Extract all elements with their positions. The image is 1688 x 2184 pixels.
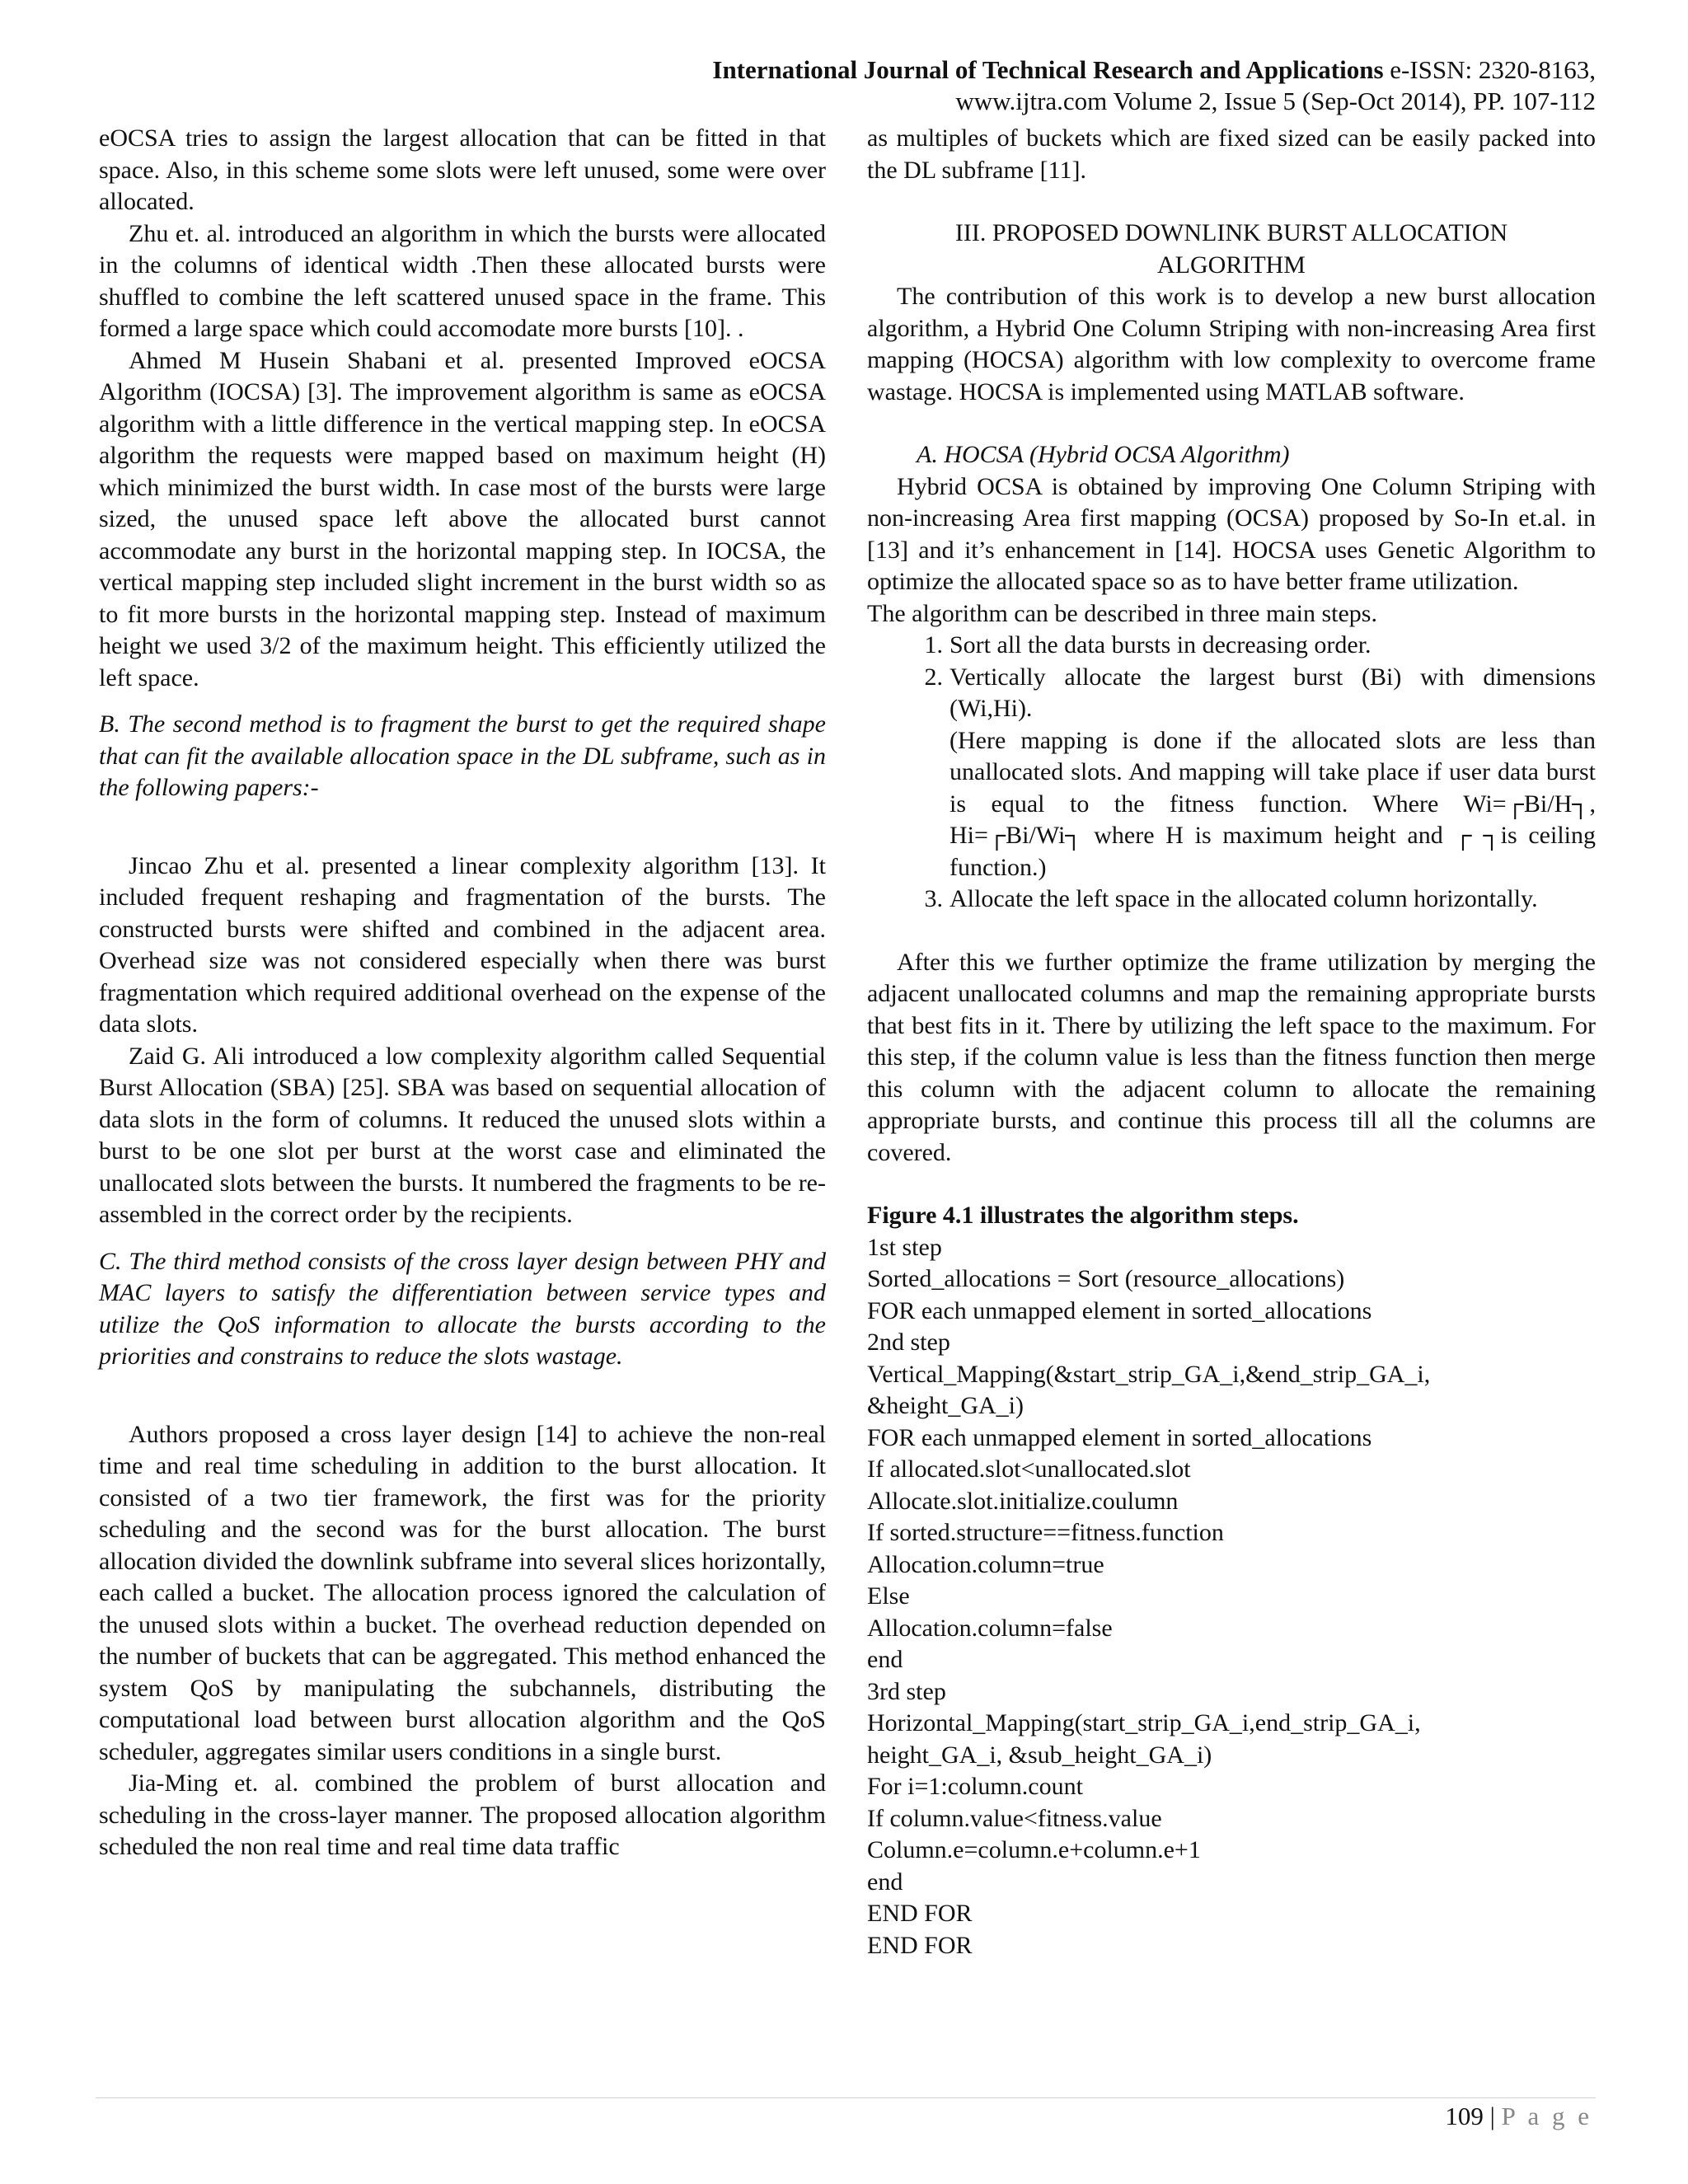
footer-separator: | (1483, 2102, 1502, 2130)
code-line: 1st step (867, 1233, 942, 1261)
journal-name: International Journal of Technical Research and Applications (712, 55, 1384, 84)
code-line: If column.value<fitness.value (867, 1804, 1162, 1832)
paragraph: Zaid G. Ali introduced a low complexity algorithm called Sequential Burst Allocation (SBA) [25]. SBA was based on sequential allocation of data slots in the form of columns. It reduced the unused slots within a burst to be one slot per burst at the worst case and eliminated the unallocated slots between the bursts. It numbered the fragments to be re-assembled in the correct order by the recipients. (99, 1042, 826, 1228)
left-column (99, 123, 826, 1863)
paragraph: Ahmed M Husein Shabani et al. presented Improved eOCSA Algorithm (IOCSA) [3]. The improvement algorithm is same as eOCSA algorithm with a little difference in the vertical mapping step. In eOCSA algorithm the requests were mapped based on maximum height (H) which minimized the burst width. In case most of the bursts were large sized, the unused space left above the allocated burst cannot accommodate any burst in the horizontal mapping step. In IOCSA, the vertical mapping step included slight increment in the burst width so as to fit more bursts in the horizontal mapping step. Instead of maximum height we used 3/2 of the maximum height. This efficiently utilized the left space. (99, 346, 826, 691)
code-line: FOR each unmapped element in sorted_allocations (867, 1423, 1372, 1451)
list-text: Allocate the left space in the allocated column horizontally. (950, 885, 1538, 912)
code-line: Sorted_allocations = Sort (resource_allocations) (867, 1265, 1345, 1292)
header-line-1 (712, 54, 1596, 86)
code-line: 2nd step (867, 1329, 950, 1356)
spacer (867, 1169, 1596, 1200)
code-line: Allocation.column=false (867, 1614, 1113, 1642)
method-b-heading: B. The second method is to fragment the burst to get the required shape that can fit the available allocation space in the DL subframe, such as in the following papers:- (99, 710, 826, 801)
page-number: 109 (1445, 2102, 1484, 2130)
figure-heading: Figure 4.1 illustrates the algorithm steps. (867, 1202, 1299, 1229)
paragraph: After this we further optimize the frame utilization by merging the adjacent unallocated columns and map the remaining appropriate bursts that best fits in it. There by utilizing the left space to the maximum. For this step, if the column value is less than the fitness function then merge this column with the adjacent column to allocate the remaining appropriate bursts, and continue this process till all the columns are covered. (867, 948, 1596, 1166)
paragraph: Jincao Zhu et al. presented a linear complexity algorithm [13]. It included frequent reshaping and fragmentation of the bursts. The constructed bursts were shifted and combined in the adjacent area. Overhead size was not considered especially when there was burst fragmentation which required additional overhead on the expense of the data slots. (99, 851, 826, 1038)
spacer (867, 408, 1596, 439)
code-line: Horizontal_Mapping(start_strip_GA_i,end_strip_GA_i, (867, 1709, 1421, 1736)
header-line-2: www.ijtra.com Volume 2, Issue 5 (Sep-Oct 2014), PP. 107-112 (955, 87, 1596, 115)
steps-list-cont (867, 883, 1596, 916)
step-note: (Here mapping is done if the allocated slots are less than unallocated slots. And mapping will take place if user data burst is equal to the fitness function. Where Wi=┌Bi/H┐, Hi=┌Bi/Wi┐ where H is maximum height and ┌ ┐is ceiling function.) (950, 726, 1596, 881)
code-line: end (867, 1868, 903, 1896)
page-footer (1445, 2102, 1592, 2131)
code-line: If sorted.structure==fitness.function (867, 1519, 1224, 1546)
code-line: end (867, 1646, 903, 1673)
section-heading-cont: ALGORITHM (1157, 251, 1306, 279)
algorithm-code (867, 1232, 1596, 1962)
code-line: FOR each unmapped element in sorted_allocations (867, 1296, 1372, 1324)
paragraph: The contribution of this work is to develop a new burst allocation algorithm, a Hybrid One Column Striping with non-increasing Area first mapping (HOCSA) algorithm with low complexity to overcome frame wastage. HOCSA is implemented using MATLAB software. (867, 283, 1596, 405)
list-number: 3. (924, 885, 943, 912)
journal-issn: e-ISSN: 2320-8163, (1383, 55, 1596, 84)
spacer (867, 916, 1596, 947)
method-c-heading: C. The third method consists of the cross layer design between PHY and MAC layers to satisfy the differentiation between service types and utilize the QoS information to allocate the bursts according to the priorities and constrains to reduce the slots wastage. (99, 1247, 826, 1370)
paragraph: Hybrid OCSA is obtained by improving One Column Striping with non-increasing Area first mapping (OCSA) proposed by So-In et.al. in [13] and it’s enhancement in [14]. HOCSA uses Genetic Algorithm to optimize the allocated space so as to have better frame utilization. (867, 472, 1596, 595)
code-line: height_GA_i, &sub_height_GA_i) (867, 1741, 1212, 1769)
paragraph: eOCSA tries to assign the largest allocation that can be fitted in that space. Also, in this scheme some slots were left unused, some were over allocated. (99, 124, 826, 215)
list-number: 2. (924, 663, 943, 691)
list-number: 1. (924, 631, 943, 658)
paragraph: as multiples of buckets which are fixed sized can be easily packed into the DL subframe [11]. (867, 124, 1596, 184)
paragraph: Zhu et. al. introduced an algorithm in which the bursts were allocated in the columns of identical width .Then these allocated bursts were shuffled to combine the left scattered unused space in the frame. This formed a large space which could accomodate more bursts [10]. . (99, 219, 826, 342)
code-line: If allocated.slot<unallocated.slot (867, 1455, 1191, 1483)
code-line: 3rd step (867, 1677, 946, 1705)
subsection-heading: A. HOCSA (Hybrid OCSA Algorithm) (917, 441, 1290, 468)
code-line: &height_GA_i) (867, 1392, 1024, 1419)
page-label: P a g e (1501, 2102, 1592, 2130)
code-line: Else (867, 1582, 910, 1610)
list-item (867, 630, 1596, 662)
code-line: END FOR (867, 1931, 973, 1959)
code-line: END FOR (867, 1900, 973, 1927)
paragraph: Authors proposed a cross layer design [14] to achieve the non-real time and real time scheduling in addition to the burst allocation. It consisted of a two tier framework, the first was for the priority scheduling and the second was for the burst allocation. The burst allocation divided the downlink subframe into several slices horizontally, each called a bucket. The allocation process ignored the calculation of the unused slots within a bucket. The overhead reduction depended on the number of buckets that can be aggregated. This method enhanced the system QoS by manipulating the subchannels, distributing the computational load between burst allocation algorithm and the QoS scheduler, aggregates similar users conditions in a single burst. (99, 1420, 826, 1765)
spacer (99, 1231, 826, 1246)
journal-header (712, 54, 1596, 117)
code-line: For i=1:column.count (867, 1773, 1083, 1800)
list-item (867, 883, 1596, 916)
right-column (867, 123, 1596, 1961)
list-item (867, 662, 1596, 725)
section-heading: III. PROPOSED DOWNLINK BURST ALLOCATION (954, 219, 1508, 246)
steps-list (867, 630, 1596, 725)
footer-divider (96, 2097, 1596, 2098)
paragraph: Jia-Ming et. al. combined the problem of burst allocation and scheduling in the cross-layer manner. The proposed allocation algorithm scheduled the non real time and real time data traffic (99, 1769, 826, 1860)
list-text: Vertically allocate the largest burst (Bi) with dimensions (Wi,Hi). (950, 663, 1596, 722)
paragraph: The algorithm can be described in three main steps. (867, 599, 1377, 627)
code-line: Allocation.column=true (867, 1550, 1104, 1578)
code-line: Vertical_Mapping(&start_strip_GA_i,&end_strip_GA_i, (867, 1360, 1431, 1388)
spacer (867, 186, 1596, 218)
list-text: Sort all the data bursts in decreasing order. (950, 631, 1372, 658)
code-line: Column.e=column.e+column.e+1 (867, 1836, 1201, 1863)
spacer (99, 694, 826, 709)
spacer (99, 1373, 826, 1419)
spacer (99, 804, 826, 851)
code-line: Allocate.slot.initialize.coulumn (867, 1487, 1179, 1515)
